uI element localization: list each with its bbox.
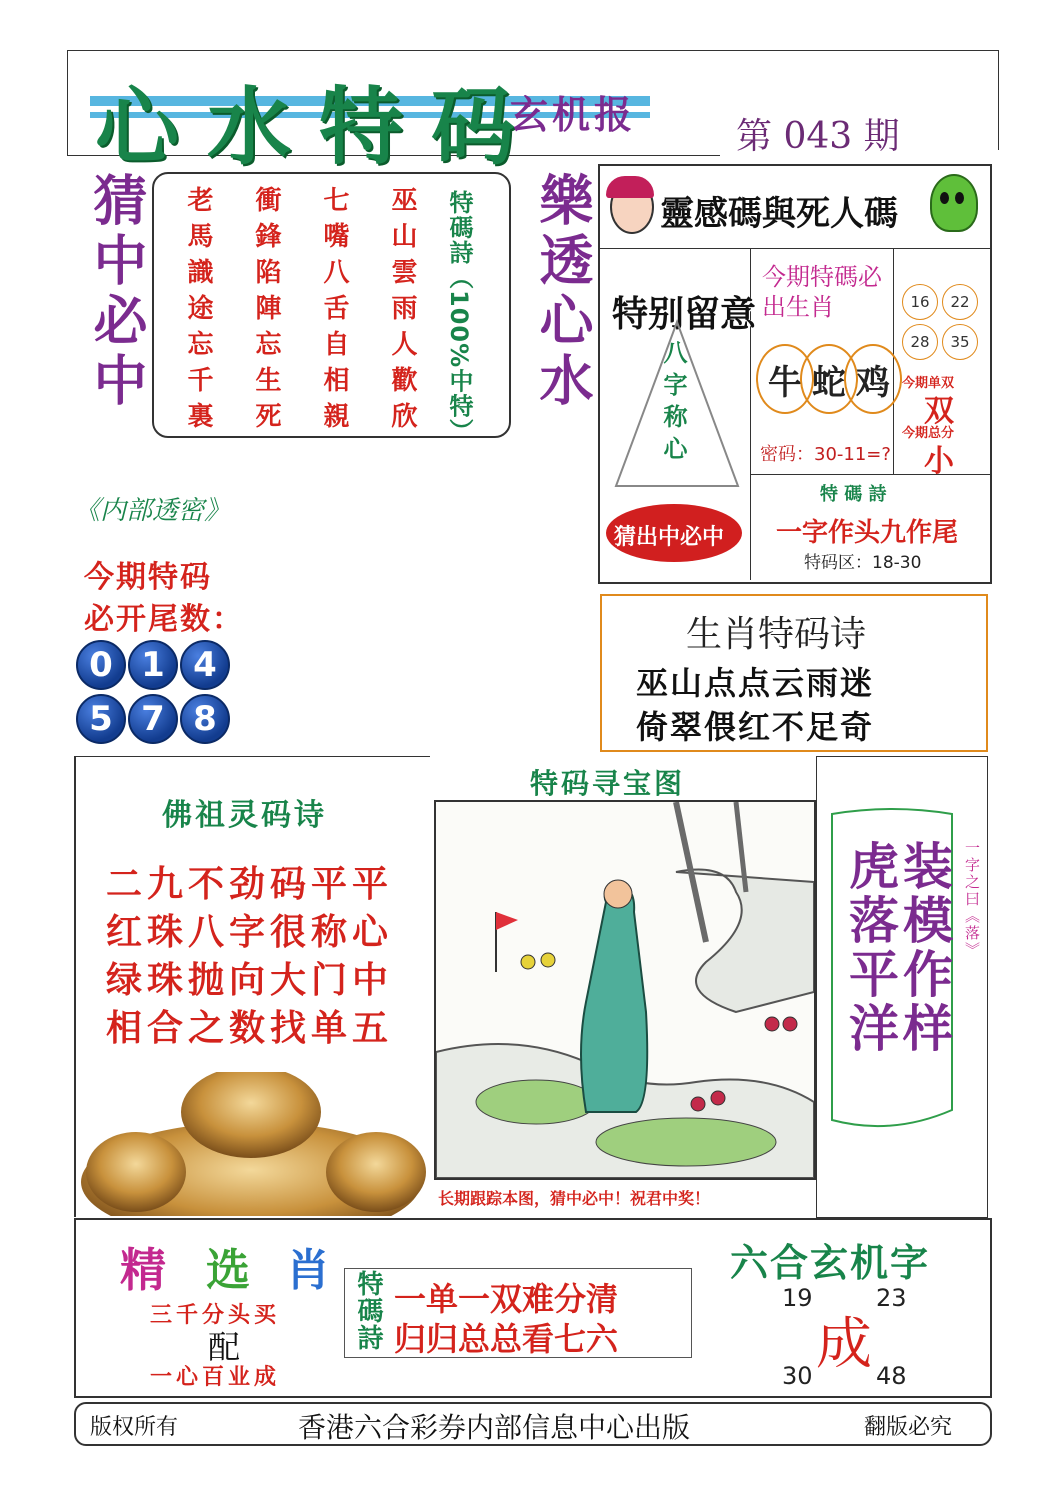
footer-left: 版权所有 [90,1415,179,1440]
bottom-poem-2: 归归总总看七六 [394,1320,619,1358]
num-1: 16 [902,284,938,320]
skull-icon [930,174,978,232]
page-title: 心水特码 [95,78,544,176]
liuhe-n4: 48 [876,1362,907,1390]
footer-right: 翻版必究 [864,1415,953,1440]
tail-ball-4: 5 [76,694,126,744]
psychic-title: 靈感碼與死人碼 [660,194,898,234]
riddle-col-2: 虎落平洋 [841,840,899,1056]
skull-eye-r [955,192,964,204]
poem-col-1: 老馬識途忘千裏 [183,186,213,438]
buddha-line-4: 相合之数找单五 [106,1008,394,1049]
animal-3: 鸡 [844,344,902,414]
num-3: 28 [902,324,938,360]
sx-poem-line-2: 倚翠偎红不足奇 [636,708,875,746]
inner-secret: 《内部透密》 [74,496,231,526]
bottom-jing: 精 [120,1243,166,1297]
buddha-line-1: 二九不劲码平平 [106,864,394,905]
tail-ball-2: 1 [128,640,178,690]
tail-ball-6: 8 [180,694,230,744]
single-label: 今期单双 [902,376,955,391]
footer-center: 香港六合彩券内部信息中心出版 [298,1411,691,1444]
buddha-title: 佛祖灵码诗 [162,798,327,833]
psychic-divider-h [598,248,990,249]
num-2: 22 [942,284,978,320]
sx-poem-title: 生肖特码诗 [686,614,867,655]
guess-text: 猜出中必中 [614,525,725,550]
tail-line-1: 今期特码 [84,560,212,595]
animal-2: 蛇 [800,344,858,414]
liuhe-n2: 23 [876,1284,907,1312]
poem-col-2: 衝鋒陷陣忘生死 [251,186,281,438]
total-label: 今期总分 [902,426,955,441]
liuhe-n3: 30 [782,1362,813,1390]
liuhe-n1: 19 [782,1284,813,1312]
page-subtitle: 玄机报 [510,93,637,137]
code-text: 密码：30-11=? [760,444,891,465]
psychic-poem-label: 特 碼 詩 [820,484,887,505]
tail-ball-3: 4 [180,640,230,690]
treasure-image [434,800,816,1180]
right-slogan: 樂透心水 [531,172,594,412]
single-value: 双 [924,394,954,429]
bottom-xiao: 肖 [286,1245,330,1296]
buddha-image [76,1072,426,1216]
riddle-col-1: 装模作样 [895,840,953,1056]
skull-eye-l [940,192,949,204]
treasure-caption: 长期跟踪本图，猜中必中！祝君中奖！ [438,1189,711,1208]
buddha-line-3: 绿珠抛向大门中 [106,960,394,1001]
notice-label: 特别留意 [612,294,757,335]
bottom-pei: 配 [208,1328,241,1366]
tail-ball-5: 7 [128,694,178,744]
bottom-poem-1: 一单一双难分清 [394,1280,619,1318]
poem-grid-label: 特碼詩（100%中特） [445,190,473,444]
psychic-divider-h2 [750,474,990,475]
liuhe-title: 六合玄机字 [730,1241,931,1285]
bottom-poem-label: 特碼詩 [353,1270,383,1351]
animal-1: 牛 [756,344,814,414]
total-value: 小 [924,444,954,479]
treasure-title: 特码寻宝图 [530,767,686,800]
poem-col-3: 七嘴八舌自相親 [319,186,349,438]
issue-number: 第 043 期 [736,116,900,157]
riddle-hint: 一字之曰《落》 [963,840,981,959]
tail-line-2: 必开尾数： [84,602,244,637]
triangle-text: 八字称心 [659,340,687,468]
tail-ball-1: 0 [76,640,126,690]
sx-label: 今期特碼必出生肖 [762,263,882,321]
left-slogan: 猜中必中 [85,172,148,412]
bottom-xuan: 选 [206,1245,250,1296]
sx-poem-line-1: 巫山点点云雨迷 [636,664,875,702]
psychic-poem: 一字作头九作尾 [776,518,959,548]
num-4: 35 [942,324,978,360]
liuhe-char: 成 [816,1312,872,1377]
bottom-line-2: 一心百业成 [150,1365,281,1390]
bottom-line-1: 三千分头买 [150,1303,281,1328]
hair-icon [606,176,654,198]
psychic-zone: 特码区：18-30 [804,553,922,573]
buddha-line-2: 红珠八字很称心 [106,912,394,953]
poem-col-4: 巫山雲雨人歡欣 [387,186,417,438]
